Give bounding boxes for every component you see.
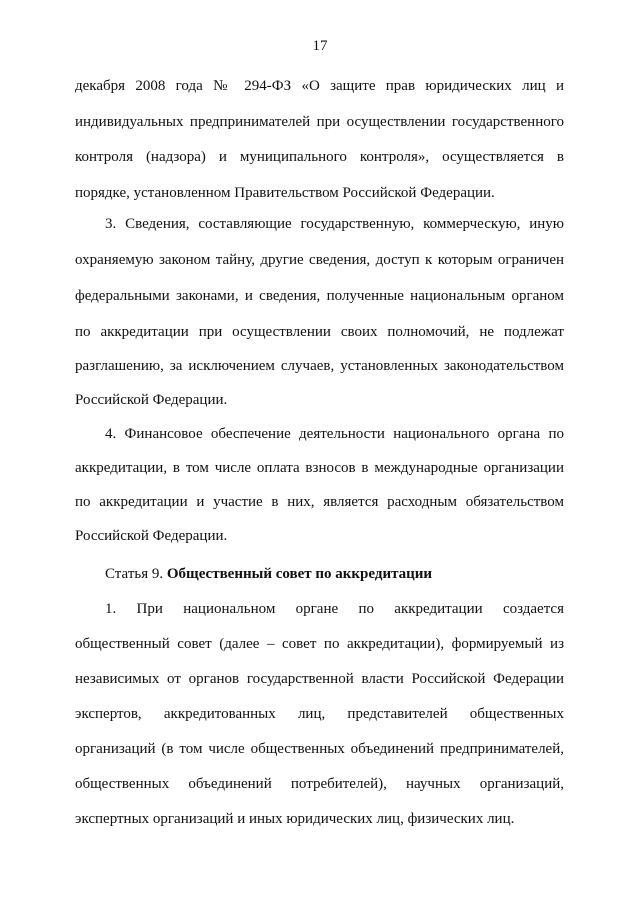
paragraph-line: общественных объединений потребителей), научных организаций, bbox=[75, 776, 564, 792]
paragraph-line: порядке, установленном Правительством Российской Федерации. bbox=[75, 185, 495, 201]
article-title: Общественный совет по аккредитации bbox=[166, 566, 433, 582]
paragraph-line: разглашению, за исключением случаев, установленных законодательством bbox=[75, 358, 564, 374]
paragraph-line: охраняемую законом тайну, другие сведения, доступ к которым ограничен bbox=[75, 252, 564, 268]
paragraph-line: федеральными законами, и сведения, полученные национальным органом bbox=[75, 288, 564, 304]
paragraph-line: экспертов, аккредитованных лиц, представителей общественных bbox=[75, 706, 564, 722]
paragraph-line: контроля (надзора) и муниципального контроля», осуществляется в bbox=[75, 149, 564, 165]
paragraph-line: индивидуальных предпринимателей при осуществлении государственного bbox=[75, 114, 564, 130]
paragraph-line: 1. При национальном органе по аккредитации создается bbox=[105, 601, 564, 617]
paragraph-line: 3. Сведения, составляющие государственную, коммерческую, иную bbox=[105, 216, 564, 232]
article-heading bbox=[105, 564, 564, 584]
paragraph-line: экспертных организаций и иных юридических лиц, физических лиц. bbox=[75, 811, 515, 827]
paragraph-line: общественный совет (далее – совет по аккредитации), формируемый из bbox=[75, 636, 564, 652]
paragraph-line: Российской Федерации. bbox=[75, 392, 228, 408]
paragraph-line: аккредитации, в том числе оплата взносов в международные организации bbox=[75, 460, 564, 476]
paragraph-line: декабря 2008 года № 294-ФЗ «О защите прав юридических лиц и bbox=[75, 78, 564, 94]
paragraph-line: организаций (в том числе общественных объединений предпринимателей, bbox=[75, 741, 564, 757]
paragraph-line: по аккредитации и участие в них, является расходным обязательством bbox=[75, 494, 564, 510]
article-prefix: Статья 9. bbox=[105, 566, 167, 582]
paragraph-line: независимых от органов государственной власти Российской Федерации bbox=[75, 671, 564, 687]
paragraph-line: 4. Финансовое обеспечение деятельности национального органа по bbox=[105, 426, 564, 442]
page-number: 17 bbox=[312, 38, 328, 54]
paragraph-line: Российской Федерации. bbox=[75, 528, 228, 544]
paragraph-line: по аккредитации при осуществлении своих полномочий, не подлежат bbox=[75, 324, 564, 340]
